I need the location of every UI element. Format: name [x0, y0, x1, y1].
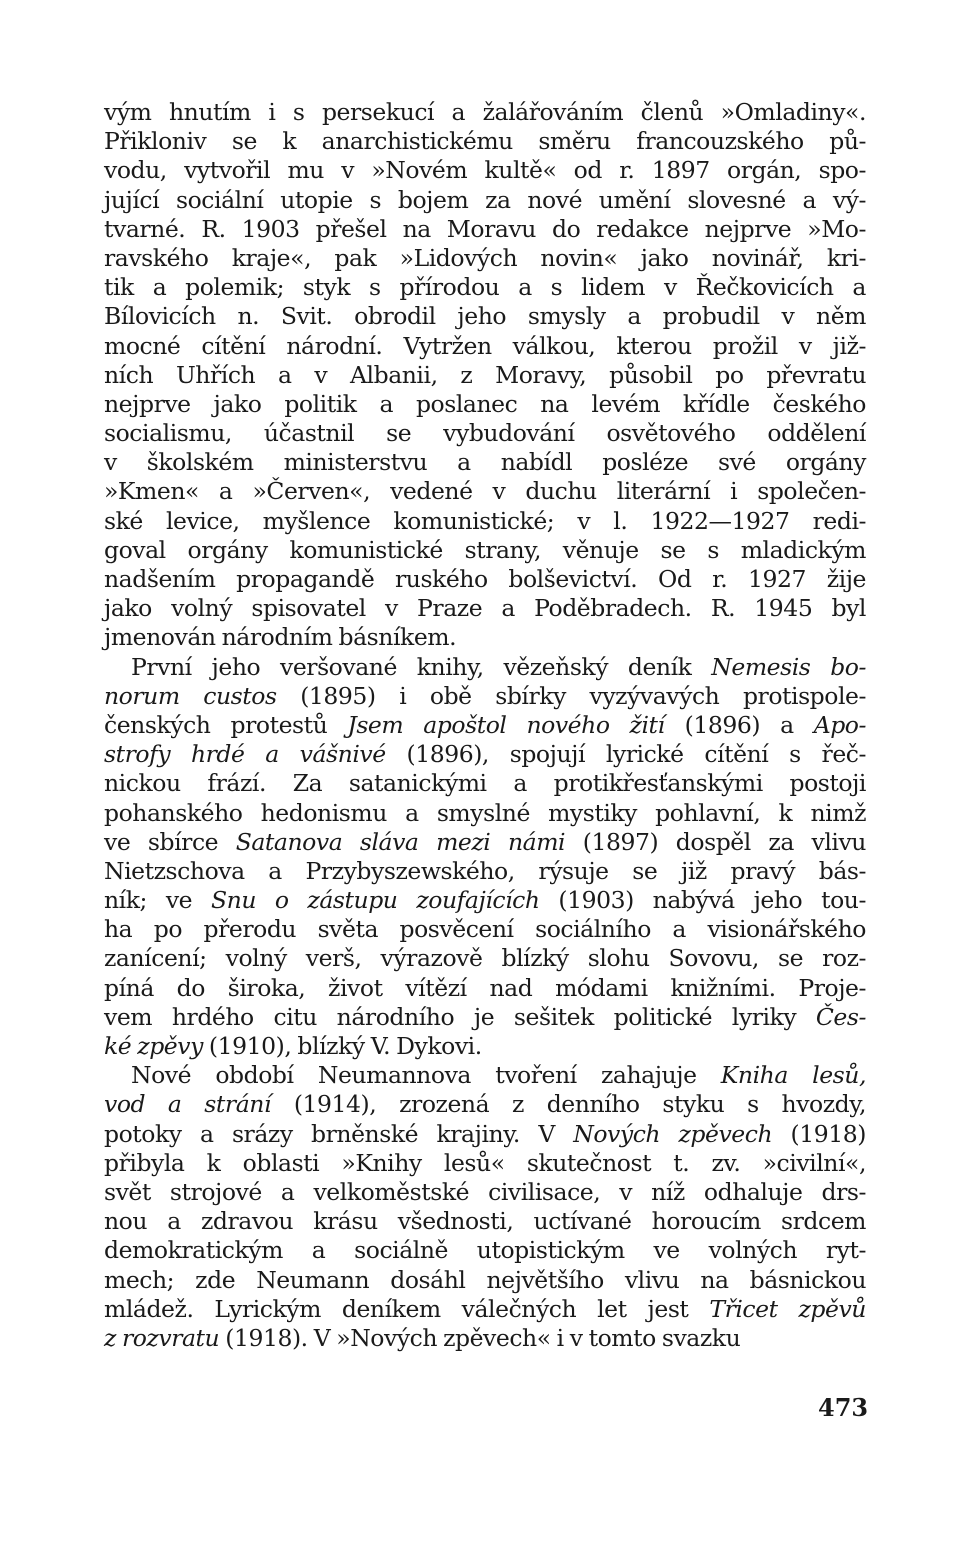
text-span: zanícení; volný verš, výrazově blízký slohu Sovovu, se roz-	[104, 944, 866, 973]
text-span: píná do široka, život vítězí nad módami knižními. Proje-	[104, 973, 866, 1002]
text-span: Nové období Neumannova tvoření zahajuje	[131, 1061, 721, 1090]
page-number: 473	[818, 1393, 869, 1422]
text-span: (1897) dospěl za vlivu	[565, 827, 866, 856]
text-span: (1896) a	[664, 710, 814, 739]
text-line	[104, 1236, 866, 1265]
text-line	[104, 156, 866, 185]
text-line	[104, 828, 866, 857]
text-line	[104, 944, 866, 973]
text-span: vodu, vytvořil mu v »Novém kultě« od r. 1897 orgán, spo-	[104, 156, 866, 185]
text-line	[104, 507, 866, 536]
text-span: ník; ve	[104, 886, 211, 915]
text-line	[104, 623, 866, 652]
text-span: ravského kraje«, pak »Lidových novin« jako novinář, kri-	[104, 243, 866, 272]
text-line	[104, 594, 866, 623]
text-span: jako volný spisovatel v Praze a Poděbradech. R. 1945 byl	[104, 594, 866, 623]
text-line	[104, 127, 866, 156]
text-span: ské levice, myšlence komunistické; v l. 1922—1927 redi-	[104, 506, 866, 535]
text-span: čenských protestů	[104, 710, 348, 739]
text-span: jmenován národním básníkem.	[104, 623, 457, 652]
text-line	[104, 419, 866, 448]
text-line	[104, 799, 866, 828]
text-line	[104, 273, 866, 302]
text-span: (1918). V »Nových zpěvech« i v tomto svazku	[219, 1323, 741, 1352]
text-span: jující sociální utopie s bojem za nové umění slovesné a vý-	[104, 185, 866, 214]
text-span: nadšením propagandě ruského bolševictví. Od r. 1927 žije	[104, 565, 866, 593]
text-line	[104, 974, 866, 1003]
text-line	[104, 565, 866, 594]
text-span: ve sbírce	[104, 827, 236, 856]
text-line	[104, 1032, 866, 1061]
text-line	[104, 1266, 866, 1295]
text-line	[104, 1003, 866, 1032]
text-line	[104, 1149, 866, 1178]
italic-title-span: strofy hrdé a vášnivé	[104, 740, 386, 769]
text-span: (1903) nabývá jeho tou-	[539, 886, 866, 915]
text-span: (1895) i obě sbírky vyzývavých protispole-	[276, 681, 866, 710]
italic-title-span: norum custos	[104, 681, 277, 710]
text-span: mocné cítění národní. Vytržen válkou, kterou prožil v již-	[104, 331, 866, 360]
body-text	[104, 98, 866, 1353]
text-line	[104, 740, 866, 769]
italic-title-span: Snu o zástupu zoufajících	[211, 886, 540, 915]
text-line	[104, 1295, 866, 1324]
text-span: ních Uhřích a v Albanii, z Moravy, působil po převratu	[104, 360, 866, 389]
text-line	[104, 915, 866, 944]
text-line	[104, 1090, 866, 1119]
text-span: První jeho veršované knihy, vězeňský deník	[131, 652, 712, 681]
text-line	[104, 1120, 866, 1149]
text-line	[104, 886, 866, 915]
text-span: mech; zde Neumann dosáhl největšího vlivu na básnickou	[104, 1265, 866, 1294]
text-line	[104, 448, 866, 477]
text-span: svět strojové a velkoměstské civilisace, v níž odhaluje drs-	[104, 1177, 866, 1206]
text-line	[104, 682, 866, 711]
text-line	[104, 1324, 866, 1353]
text-span: vem hrdého citu národního je sešitek politické lyriky	[104, 1002, 816, 1031]
italic-title-span: ké zpěvy	[104, 1032, 203, 1060]
italic-title-span: Čes-	[815, 1002, 866, 1031]
text-line	[104, 477, 866, 506]
text-line	[104, 361, 866, 390]
text-span: nou a zdravou krásu všednosti, uctívané horoucím srdcem	[104, 1207, 866, 1236]
text-line	[104, 302, 866, 331]
italic-title-span: Třicet zpěvů	[709, 1294, 866, 1323]
text-line	[104, 711, 866, 740]
text-span: Přikloniv se k anarchistickému směru francouzského pů-	[104, 127, 866, 156]
italic-title-span: Kniha lesů,	[720, 1061, 866, 1090]
text-span: (1910), blízký V. Dykovi.	[202, 1032, 482, 1060]
text-line	[104, 332, 866, 361]
italic-title-span: Nemesis bo-	[711, 652, 866, 681]
text-span: goval orgány komunistické strany, věnuje se s mladickým	[104, 535, 866, 564]
italic-title-span: Jsem apoštol nového žití	[347, 710, 665, 739]
text-line	[104, 1061, 866, 1090]
text-span: tik a polemik; styk s přírodou a s lidem v Řečkovicích a	[104, 273, 866, 302]
text-span: (1914), zrozená z denního styku s hvozdy,	[271, 1090, 866, 1119]
text-line	[104, 244, 866, 273]
text-line	[104, 390, 866, 419]
text-line	[104, 1207, 866, 1236]
text-span: pohanského hedonismu a smyslné mystiky pohlavní, k nimž	[104, 798, 866, 827]
text-span: socialismu, účastnil se vybudování osvětového oddělení	[104, 419, 866, 448]
text-span: ha po přerodu světa posvěcení sociálního a visionářského	[104, 915, 866, 944]
text-line	[104, 857, 866, 886]
text-span: v školském ministerstvu a nabídl posléze své orgány	[104, 448, 866, 477]
text-span: Bílovicích n. Svit. obrodil jeho smysly a probudil v něm	[104, 302, 866, 331]
text-span: mládež. Lyrickým deníkem válečných let jest	[104, 1294, 710, 1323]
text-line	[104, 536, 866, 565]
text-span: nickou frází. Za satanickými a protikřesťanskými postoji	[104, 769, 866, 798]
italic-title-span: Satanova sláva mezi námi	[235, 827, 566, 856]
text-line	[104, 1178, 866, 1207]
text-span: (1896), spojují lyrické cítění s řeč-	[385, 740, 866, 769]
italic-title-span: Nových zpěvech	[573, 1119, 773, 1148]
text-span: Nietzschova a Przybyszewského, rýsuje se již pravý bás-	[104, 856, 866, 885]
text-span: »Kmen« a »Červen«, vedené v duchu literární i společen-	[104, 477, 866, 506]
text-span: (1918)	[772, 1119, 866, 1148]
italic-title-span: Apo-	[813, 710, 866, 739]
text-span: potoky a srázy brněnské krajiny. V	[104, 1119, 574, 1148]
text-span: tvarné. R. 1903 přešel na Moravu do redakce nejprve »Mo-	[104, 214, 866, 243]
text-span: demokratickým a sociálně utopistickým ve volných ryt-	[104, 1236, 866, 1265]
text-line	[104, 215, 866, 244]
italic-title-span: vod a strání	[104, 1090, 272, 1119]
text-line	[104, 98, 866, 127]
text-line	[104, 653, 866, 682]
italic-title-span: z rozvratu	[104, 1323, 220, 1352]
text-line	[104, 769, 866, 798]
text-span: vým hnutím i s persekucí a žalářováním členů »Omladiny«.	[104, 98, 866, 126]
text-span: přibyla k oblasti »Knihy lesů« skutečnost t. zv. »civilní«,	[104, 1148, 866, 1177]
text-span: nejprve jako politik a poslanec na levém křídle českého	[104, 389, 866, 418]
text-line	[104, 186, 866, 215]
